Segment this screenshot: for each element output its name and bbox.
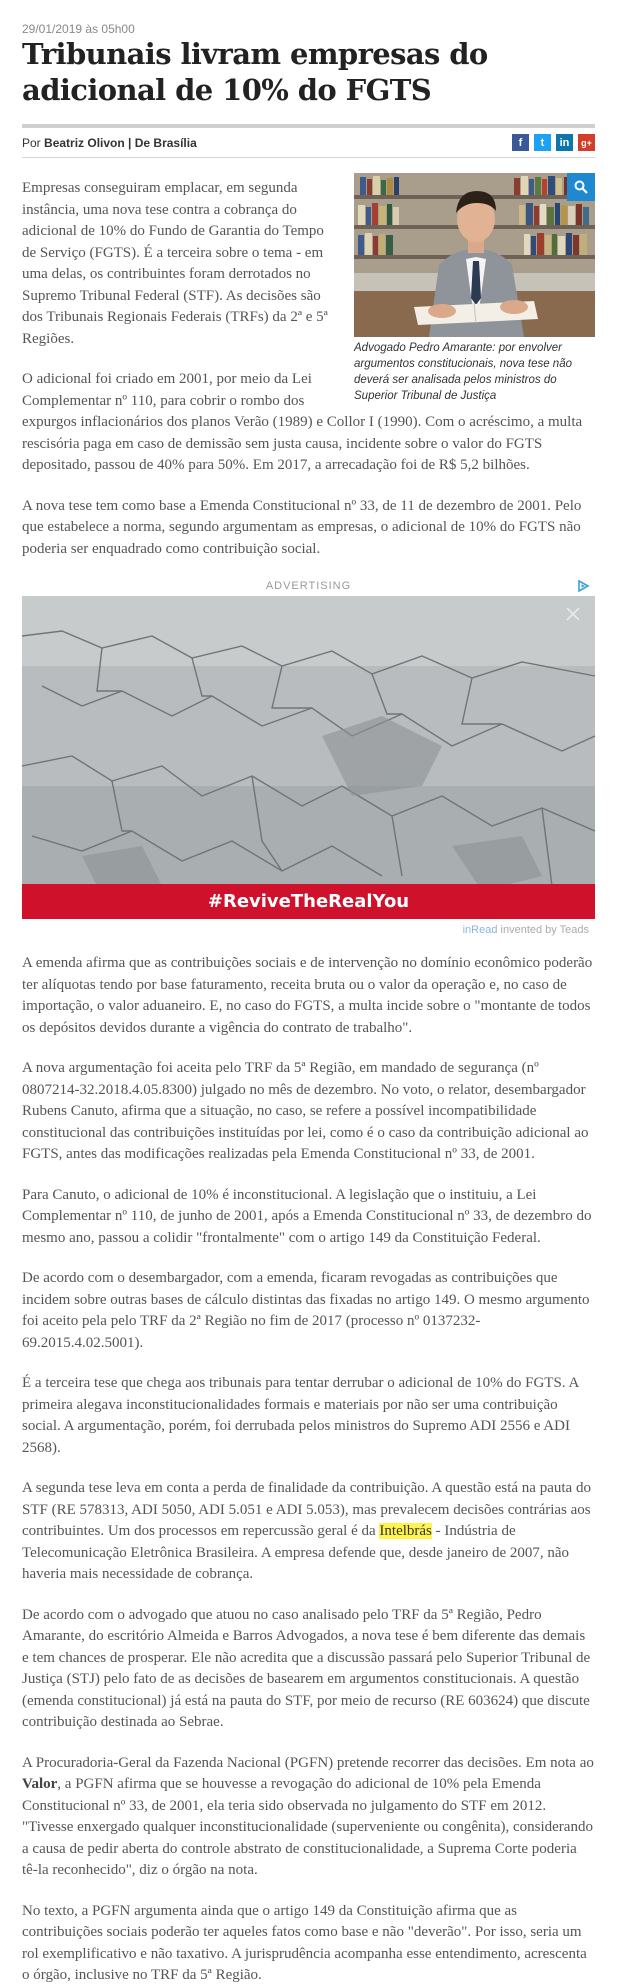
paragraph: A emenda afirma que as contribuições sociais e de intervenção no domínio econômico poderão ter alíquotas tendo por base faturamento, receita bruta ou o valor da operação e, no caso de importação, o valor aduaneiro. E, no caso do FGTS, a multa incide sobre o "montante de todos os depósitos devidos durante a vigência do contrato de trabalho". bbox=[22, 955, 593, 1036]
paragraph: O adicional foi criado em 2001, por meio da Lei Complementar nº 110, para cobrir o rombo dos expurgos inflacionários dos planos Verão (1989) e Collor I (1990). Com o acréscimo, a multa rescisória paga em caso de demissão sem justa causa, incidente sobre o valor do FGTS depositado, passou de 40% para 50%. Em 2017, a arrecadação foi de R$ 5,2 bilhões. bbox=[22, 371, 583, 473]
ad-credit-rest: invented by Teads bbox=[497, 924, 589, 936]
paragraph-text: - Indústria de Telecomunicação Eletrônica Brasileira. A empresa defende que, desde janeiro de 2007, não haveria mais necessidade de cobrança. bbox=[22, 1523, 570, 1582]
lawyer-photo-illustration bbox=[354, 173, 595, 337]
byline-author[interactable]: Beatriz Olivon | De Brasília bbox=[44, 135, 197, 150]
adchoices-icon[interactable] bbox=[577, 580, 589, 592]
publish-date: 29/01/2019 às 05h00 bbox=[22, 22, 135, 36]
photo-caption: Advogado Pedro Amarante: por envolver argumentos constitucionais, nova tese não deverá ser analisada pelos ministros do Superior Tribunal de Justiça bbox=[354, 342, 572, 402]
video-ad[interactable] bbox=[22, 596, 595, 919]
inread-link[interactable]: inRead bbox=[462, 924, 498, 936]
byline-bar bbox=[22, 128, 595, 158]
paragraph: De acordo com o advogado que atuou no caso analisado pelo TRF da 5ª Região, Pedro Amarante, do escritório Almeida e Barros Advogados, a nova tese é bem diferente das demais e tem chances de prosperar. Ele não acredita que a discussão passará pelo Superior Tribunal de Justiça (STJ) pelo fato de as decisões de basearem em argumentos constitucionais. A questão (emenda constitucional) já está na pauta do STF, por meio de recurso (RE 603624) que discute contribuição destinada ao Sebrae. bbox=[22, 1606, 591, 1730]
paragraph bbox=[22, 1753, 595, 1882]
linkedin-icon[interactable]: in bbox=[556, 134, 573, 151]
paragraph-text: , a PGFN afirma que se houvesse a revogação do adicional de 10% pela Emenda Constitucional nº 33, de 2001, ela teria sido observada no julgamento do STF em 2012. "Tivesse enxergado qualquer inconstitucionalidade (superveniente ou congênita), considerando a causa de pedir aberta do controle abstrato de constitucionalidade, a Suprema Corte poderia tê-la reconhecido", diz o órgão na nota. bbox=[22, 1776, 593, 1878]
advertising-label bbox=[22, 576, 595, 596]
advertising-label-text: ADVERTISING bbox=[265, 580, 352, 592]
googleplus-icon[interactable]: g+ bbox=[578, 134, 595, 151]
paragraph-text: A segunda tese leva em conta a perda de finalidade da contribuição. A questão está na pauta do STF (RE 578313, ADI 5050, ADI 5.051 e ADI 5.053), mas prevalecem decisões contrárias aos contribuintes. Um dos processos em repercussão geral é da bbox=[22, 1480, 591, 1539]
paragraph: No texto, a PGFN argumenta ainda que o artigo 149 da Constituição afirma que as contribuições sociais poderão ter aqueles fatos como base e não "deverão". Por isso, seria um rol exemplificativo e não taxativo. A jurisprudência acompanha esse entendimento, acrescenta o órgão, inclusive no TRF da 5ª Região. bbox=[22, 1902, 587, 1983]
share-buttons bbox=[512, 134, 595, 151]
facebook-icon[interactable]: f bbox=[512, 134, 529, 151]
byline-prefix: Por bbox=[22, 135, 41, 150]
cracked-wall-image bbox=[22, 596, 595, 919]
paragraph: A nova tese tem como base a Emenda Constitucional nº 33, de 11 de dezembro de 2001. Pelo que estabelece a norma, segundo argumentam as empresas, o adicional de 10% do FGTS não poderia ser enquadrado como contribuição social. bbox=[22, 497, 582, 557]
ad-expand-icon[interactable] bbox=[565, 606, 581, 622]
paragraph bbox=[22, 1478, 595, 1586]
article-body bbox=[22, 178, 595, 1987]
paragraph: Empresas conseguiram emplacar, em segunda instância, uma nova tese contra a cobrança do adicional de 10% do Fundo de Garantia do Tempo de Serviço (FGTS). É a terceira sobre o tema - em uma delas, os contribuintes foram derrotados no Supremo Tribunal Federal (STF). As decisões são dos Tribunais Regionais Federais (TRFs) da 2ª e 5ª Regiões. bbox=[22, 180, 328, 347]
paragraph: A nova argumentação foi aceita pelo TRF da 5ª Região, em mandado de segurança (nº 0807214-32.2018.4.05.8300) julgado no mês de dezembro. No voto, o relator, desembargador Rubens Canuto, afirma que a situação, no caso, se refere a possível incompatibilidade constitucional das contribuições instituídas por lei, como é o caso da contribuição adicional ao FGTS, antes das modificações realizadas pela Emenda Constitucional nº 33, de 2001. bbox=[22, 1060, 589, 1162]
article-title: Tribunais livram empresas do adicional de 10% do FGTS bbox=[22, 37, 488, 107]
paragraph: Para Canuto, o adicional de 10% é inconstitucional. A legislação que o instituiu, a Lei Complementar nº 110, de junho de 2001, após a Emenda Constitucional nº 33, de dezembro do mesmo ano, passou a colidir "frontalmente" com o artigo 149 da Constituição Federal. bbox=[22, 1186, 592, 1246]
twitter-icon[interactable]: t bbox=[534, 134, 551, 151]
byline bbox=[22, 136, 197, 150]
ad-credit bbox=[22, 919, 595, 941]
zoom-icon[interactable] bbox=[567, 173, 595, 201]
paragraph-text: A Procuradoria-Geral da Fazenda Nacional (PGFN) pretende recorrer das decisões. Em nota ao bbox=[22, 1754, 594, 1771]
company-highlight[interactable]: Intelbrás bbox=[379, 1523, 432, 1539]
article-photo[interactable] bbox=[354, 173, 595, 337]
article-figure bbox=[354, 173, 595, 404]
paragraph: É a terceira tese que chega aos tribunais para tentar derrubar o adicional de 10% do FGTS. A primeira alegava inconstitucionalidades formais e materiais por não ser uma contribuição social. A argumentação, porém, foi derrubada pelos ministros do Supremo ADI 2556 e ADI 2568). bbox=[22, 1375, 579, 1456]
publication-name: Valor bbox=[22, 1776, 58, 1792]
ad-banner[interactable]: #ReviveTheRealYou bbox=[22, 884, 595, 919]
paragraph: De acordo com o desembargador, com a emenda, ficaram revogadas as contribuições que incidem sobre outras bases de cálculo distintas das fixadas no artigo 149. O mesmo argumento foi aceito pela pelo TRF da 2ª Região no fim de 2017 (processo nº 0137232-69.2015.4.02.5001). bbox=[22, 1270, 590, 1351]
